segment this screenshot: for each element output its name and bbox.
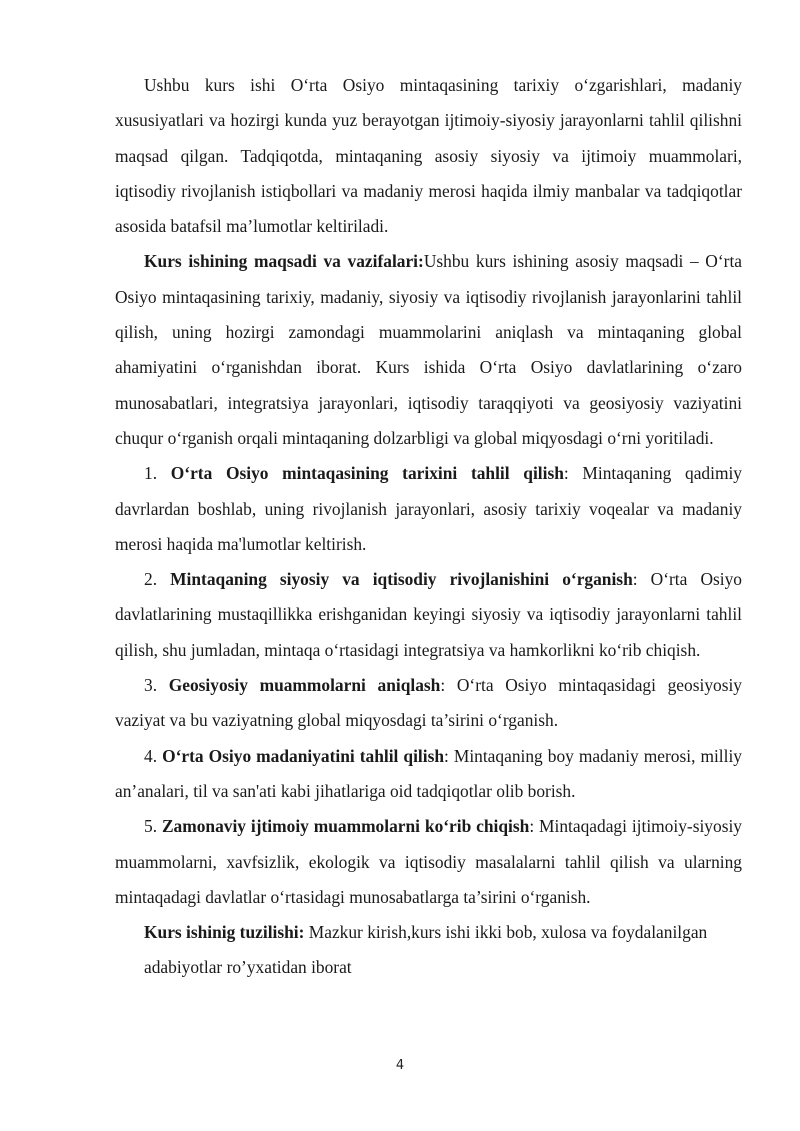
task-number: 2. (144, 569, 158, 590)
task-item-3 (115, 668, 742, 739)
task-item-4 (115, 739, 742, 810)
goals-heading: Kurs ishining maqsadi va vazifalari: (144, 251, 424, 272)
task-text: : O‘rta Osiyo mintaqasidagi geosiyosiy vaziyat va bu vaziyatning global miqyosdagi ta’sirini o‘rganish. (115, 675, 742, 731)
goals-paragraph (115, 244, 742, 456)
task-title: Zamonaviy ijtimoiy muammolarni ko‘rib chiqish (161, 816, 530, 837)
goals-text: Ushbu kurs ishining asosiy maqsadi – O‘rta Osiyo mintaqasining tarixiy, madaniy, siyosiy va iqtisodiy rivojlanish jarayonlarini tahlil qilish, uning hozirgi zamondagi muammolarini aniqlash va mintaqaning global ahamiyatini o‘rganishdan iborat. Kurs ishida O‘rta Osiyo davlatlarining o‘zaro munosabatlari, integratsiya jarayonlari, iqtisodiy taraqqiyoti va geosiyosiy vaziyatini chuqur o‘rganish orqali mintaqaning dolzarbligi va global miqyosdagi o‘rni yoritiladi. (115, 251, 742, 448)
task-text: : Mintaqaning boy madaniy merosi, milliy an’analari, til va san'ati kabi jihatlariga oid tadqiqotlar olib borish. (115, 745, 742, 801)
task-item-2 (115, 562, 742, 668)
task-text: : Mintaqaning qadimiy davrlardan boshlab, uning rivojlanish jarayonlari, asosiy tarixiy voqealar va madaniy merosi haqida ma'lumotlar keltirish. (115, 463, 742, 554)
task-item-5 (115, 809, 742, 915)
task-text: : O‘rta Osiyo davlatlarining mustaqillikka erishganidan keyingi siyosiy va iqtisodiy jarayonlarni tahlil qilish, shu jumladan, mintaqa o‘rtasidagi integratsiya va hamkorlikni ko‘rib chiqish. (115, 569, 742, 660)
structure-heading: Kurs ishinig tuzilishi: (144, 922, 305, 943)
task-title: O‘rta Osiyo mintaqasining tarixini tahlil qilish (170, 463, 564, 484)
task-number: 5. (144, 816, 158, 837)
task-text: : Mintaqadagi ijtimoiy-siyosiy muammolarni, xavfsizlik, ekologik va iqtisodiy masalalarni tahlil qilish va ularning mintaqadagi davlatlar o‘rtasidagi munosabatlarga ta’sirini o‘rganish. (115, 816, 742, 907)
structure-paragraph (115, 915, 742, 986)
task-number: 4. (144, 745, 158, 766)
structure-text: Mazkur kirish,kurs ishi ikki bob, xulosa va foydalanilgan adabiyotlar ro’yxatidan iborat (144, 922, 708, 978)
page-number: 4 (395, 1058, 405, 1073)
task-title: O‘rta Osiyo madaniyatini tahlil qilish (162, 745, 445, 766)
task-item-1 (115, 456, 742, 562)
task-title: Mintaqaning siyosiy va iqtisodiy rivojlanishini o‘rganish (170, 569, 633, 590)
intro-paragraph: Ushbu kurs ishi O‘rta Osiyo mintaqasining tarixiy o‘zgarishlari, madaniy xususiyatlari va hozirgi kunda yuz berayotgan ijtimoiy-siyosiy jarayonlarni tahlil qilishni maqsad qilgan. Tadqiqotda, mintaqaning asosiy siyosiy va ijtimoiy muammolari, iqtisodiy rivojlanish istiqbollari va madaniy merosi haqida ilmiy manbalar va tadqiqotlar asosida batafsil ma’lumotlar keltiriladi. (115, 75, 742, 237)
task-number: 3. (144, 675, 158, 696)
task-title: Geosiyosiy muammolarni aniqlash (168, 675, 441, 696)
task-number: 1. (144, 463, 158, 484)
document-body (115, 68, 742, 986)
